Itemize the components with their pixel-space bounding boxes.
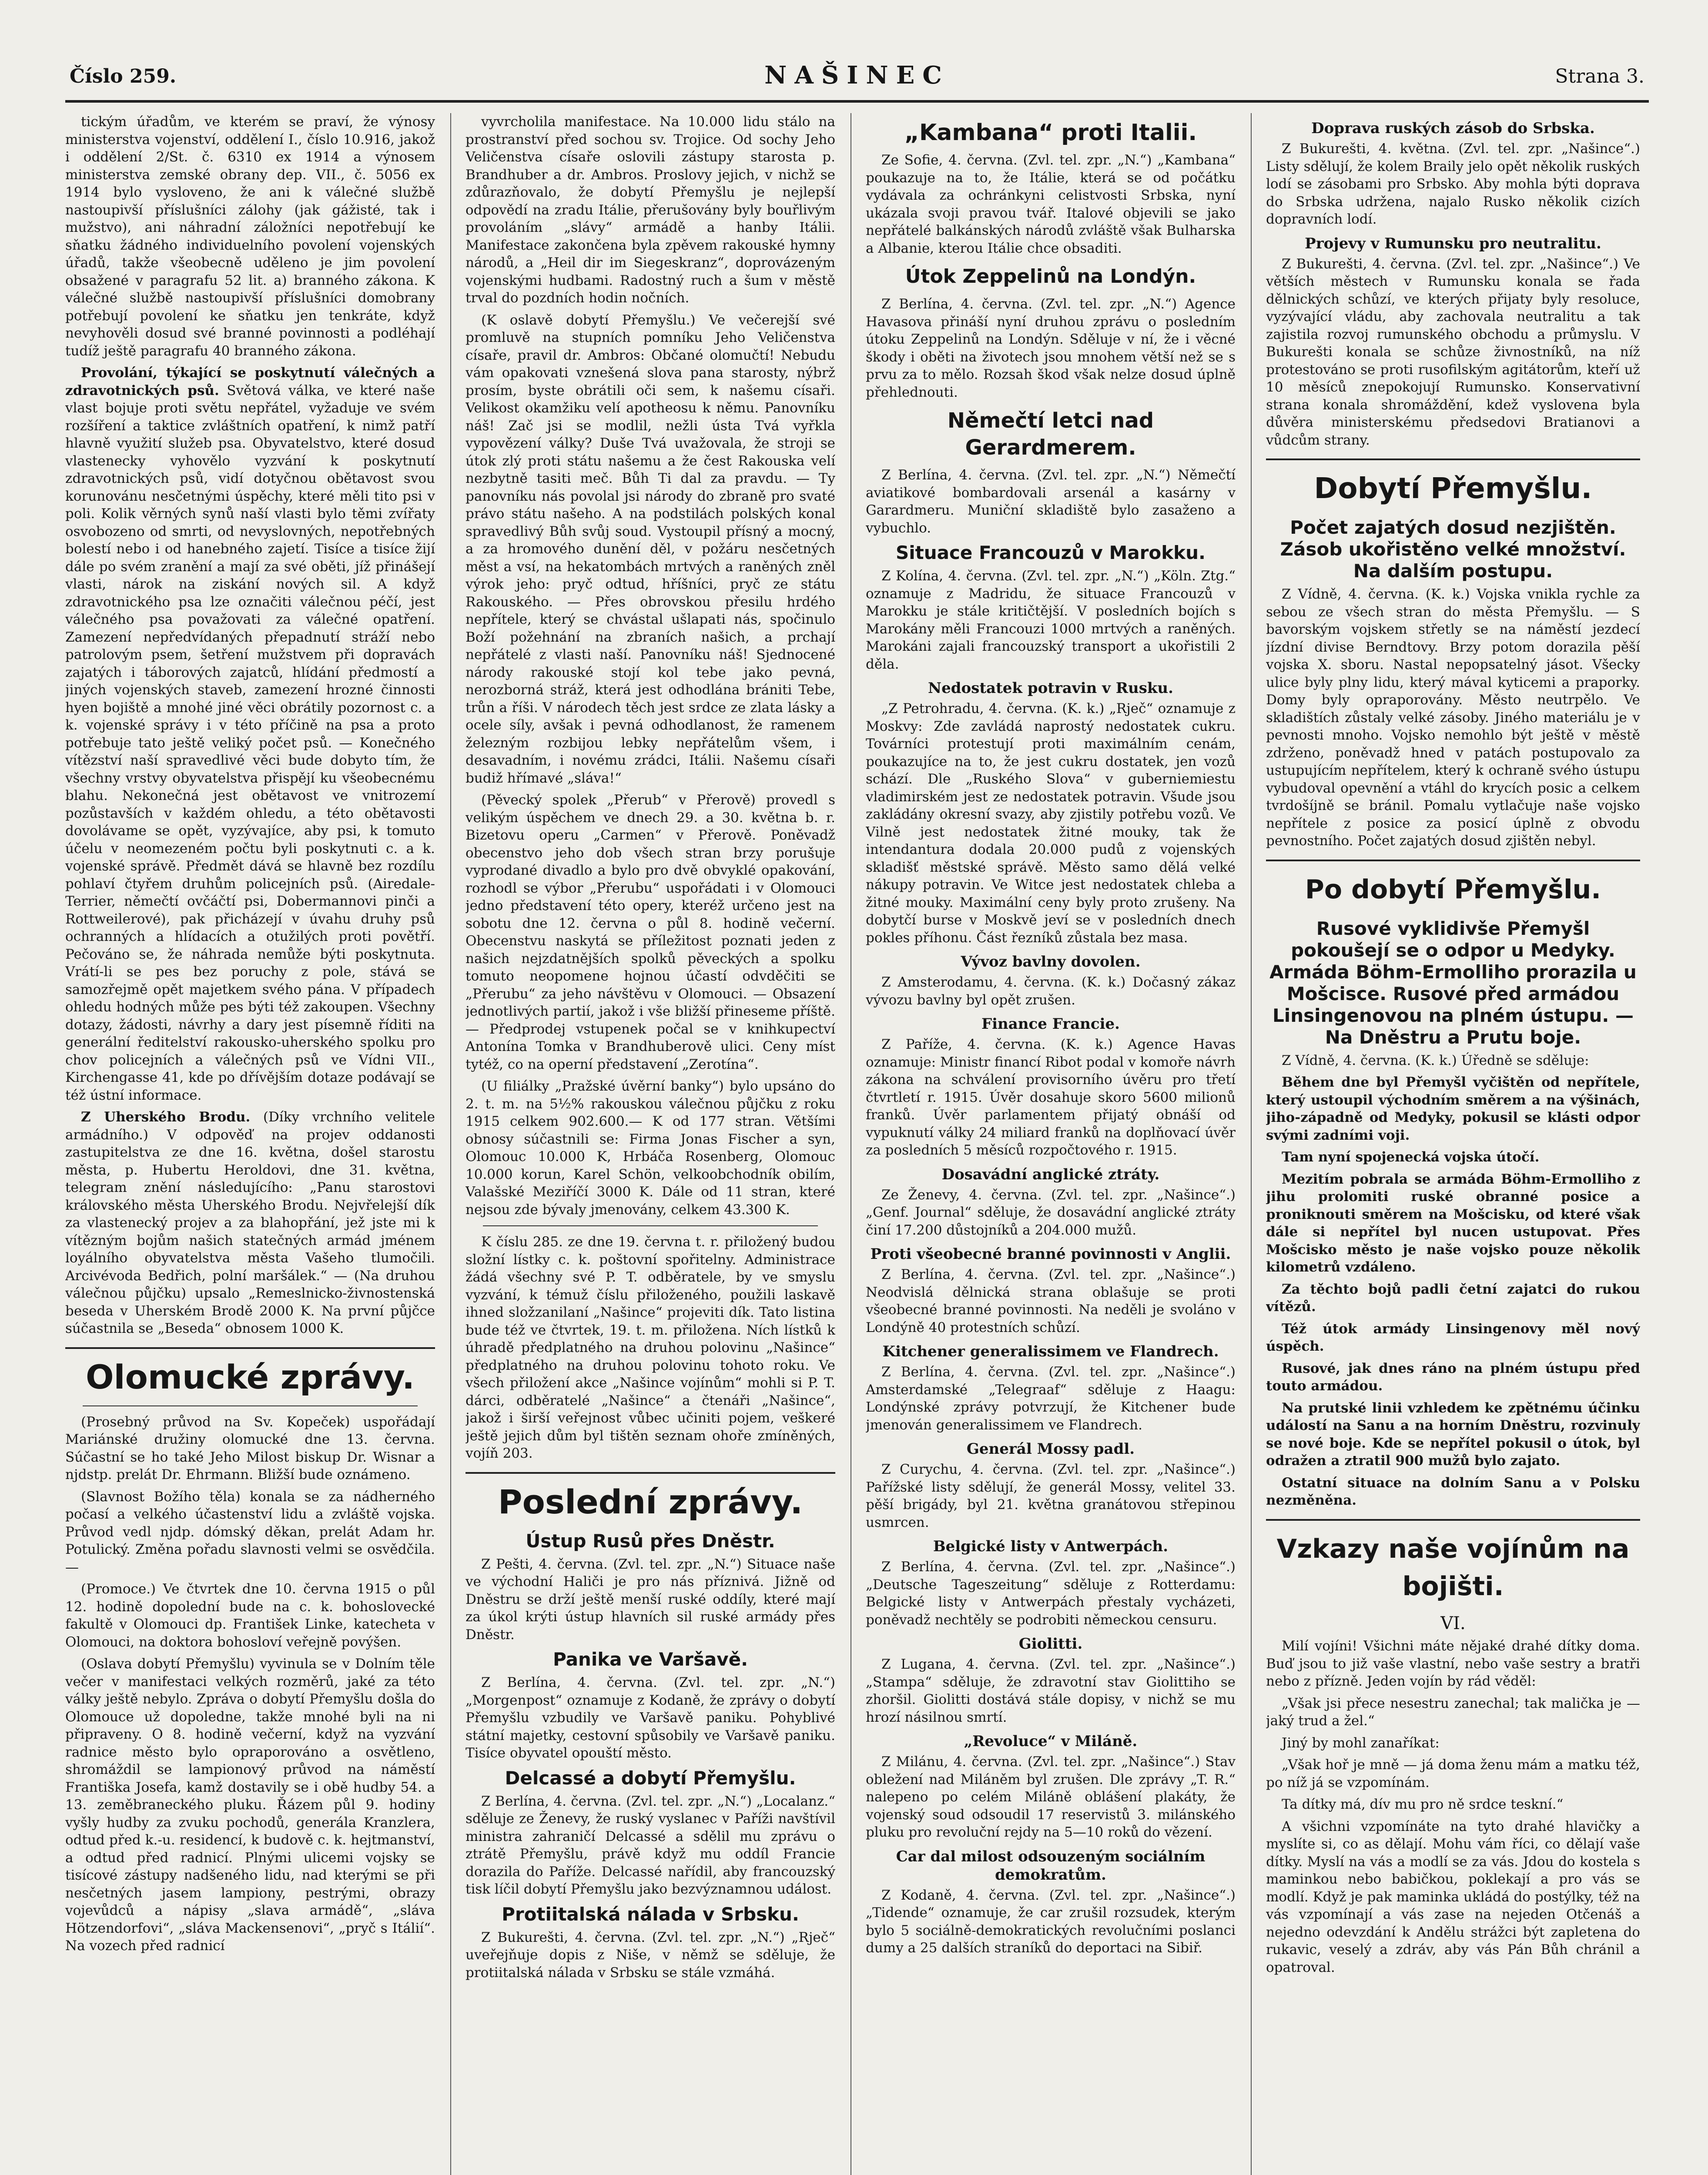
section-heading-premysl: Dobytí Přemyšlu.	[1314, 472, 1592, 505]
article-paragraph: (Slavnost Božího těla) konala se za nádherného počasí a velkého účastenství lidu a zvláště vojska. Průvod vedl njdp. dómský děkan, prelát Adam hr. Potulický. Změna pořadu slavnosti velmi se osvědčila. —	[65, 1489, 435, 1575]
column-rule	[1251, 113, 1252, 2175]
article-heading: Útok Zeppelinů na Londýn.	[905, 265, 1196, 288]
article-paragraph: Z Berlína, 4. června. (Zvl. tel. zpr. „N.“) „Localanz.“ sděluje ze Ženevy, že ruský vyslanec v Paříži navštívil ministra zahraničí Delcassé a sdělil mu zprávu o ztrátě Přemyšlu, právě když mu oddíl Francie dorazila do Paříže. Delcassé nařídil, aby francouzský tisk líčil dobytí Přemyšlu jako bezvýznamnou událost.	[466, 1793, 835, 1897]
article-paragraph: Na prutské linii vzhledem ke zpětnému účinku událostí na Sanu a na horním Dněstru, rozvinuly se nové boje. Kde se nepřítel pokusil o útok, byl odražen a ztratil 900 mužů bylo zajato.	[1266, 1400, 1640, 1469]
article-paragraph	[65, 1108, 435, 1338]
section-rule	[65, 1347, 435, 1349]
article-paragraph: Z Vídně, 4. června. (K. k.) Vojska vnikla rychle za sebou ze všech stran do města Přemyšlu. — S bavorským vojskem střetly se na náměstí jezdecí jízdní divise Berndtovy. Brzy potom dorazila pěší vojska X. sboru. Nastal nepopsatelný jásot. Všecky ulice byly plny lidu, který mával kyticemi a praporky. Domy byly opraporovány. Město neutrpělo. Ve skladištích zůstaly velké zásoby. Jiného materiálu je v pevnosti mnoho. Vojsko nemohlo být ještě v městě zdrženo, poněvadž hned v patách postupovalo za ustupujícím nepřítelem, který k ochraně svého ústupu vybudoval opevnění a vtáhl do krycích posic a celkem tvrdošíjně se bránil. Pomalu vytlačuje naše vojsko nepřítele z posice za posicí úplně z obvodu pevnostního. Počet zajatých dosud zjištěn nebyl.	[1266, 586, 1640, 849]
article-paragraph: Z Kolína, 4. června. (Zvl. tel. zpr. „N.“) „Köln. Ztg.“ oznamuje z Madridu, že situace Francouzů v Marokku je stále kritičtější. V posledních bojích s Marokány měli Francouzi 1000 mrtvých a raněných. Marokáni zajali francouzský transport a ukořistili 2 děla.	[866, 568, 1236, 672]
article-part-number: VI.	[1440, 1613, 1466, 1633]
newspaper-page	[65, 48, 1649, 2175]
section-rule	[483, 1225, 818, 1226]
article-paragraph: (Pěvecký spolek „Přerub“ v Přerově) provedl s velikým úspěchem ve dnech 29. a 30. května b. r. Bizetovu operu „Carmen“ v Přerově. Poněvadž obecenstvo jeho dob všech stran brzy porušuje vyprodané divadlo a bylo pro dvě obvyklé opakování, rozhodl se výbor „Přerubu“ uspořádati i v Olomouci jedno představení této opery, kteréž určeno jest na sobotu dne 12. června o půl 8. hodině večerní. Obecenstvu naskytá se příležitost poznati jeden z našich nejzdatnějších spolků pěveckých a spolku tomuto neopomene hojnou účastí odvděčiti se „Přerubu“ za jeho návštěvu v Olomouci. — Obsazení jednotlivých partií, jakož i vše bližší přineseme příště. — Předprodej vstupenek počal se v knihkupectví Antonína Tomka v Brandhuberově ulici. Ceny míst tytéž, co na operní představení „Zerotína“.	[466, 792, 835, 1072]
article-paragraph: Z Curychu, 4. června. (Zvl. tel. zpr. „Našince“.) Pařížské listy sdělují, že generál Mossy, velitel 33. pěší brigády, byl 21. května granátovou střepinou usmrcen.	[866, 1462, 1236, 1530]
article-paragraph: (Promoce.) Ve čtvrtek dne 10. června 1915 o půl 12. hodině dopolední bude na c. k. bohoslovecké fakultě v Olomouci dp. František Linke, katecheta v Olomouci, na doktora bohosloví veřejně povýšen.	[65, 1581, 435, 1650]
article-paragraph: Z Amsterodamu, 4. června. (K. k.) Dočasný zákaz vývozu bavlny byl opět zrušen.	[866, 974, 1236, 1008]
column-3	[866, 113, 1236, 2175]
article-heading: Proti všeobecné branné povinnosti v Anglii.	[870, 1245, 1231, 1263]
article-text: Světová válka, ve které naše vlast bojuje proti světu nepřátel, vyžaduje ve svém rozšíření a taktice zvláštních opatření, k nimž patří hlavně využití služeb psa. Obyvatelstvo, které dosud vlastenecky vyhovělo vyzvání k poskytnutí zdravotnických psů, vidí dotyčnou obětavost svou korunovánu nesčetnými úspěchy, které měli tito psi v poli. Kolik věrných synů naší vlasti bylo těmi zvířaty osvobozeno od smrti, od nevyslovných, nepotřebných bolestí nebo i od hanebného zajetí. Tisíce a tisíce žijí dále po svém zranění a mají za své oběti, jíž přinášejí vlasti, nárok na ziskání nových sil. A když zdravotnického psa lze označiti válečnou péčí, jest válečného psa považovati za válečné opatření. Zamezení nepředvídaných přepadnutí stráží nebo patrolovým psem, šetření mužstvem při dopravách zajatých i táborových zajatců, hlídání předmostí a jiných vojenských staveb, zamezení hrozné činnosti hyen bojiště a mnohé jiné věci obrátily pozornost c. a k. vojenské správy i v této příčině na psa a proto potřebuje tato ještě veliký počet psů. — Konečného vítězství naší spravedlivé věci bude dobyto tím, že všechny vrstvy obyvatelstva přispějí ku všeobecnému blahu. Nekonečná jest obětavost ve vnitrozemí pozůstavších v každém ohledu, a této obětavosti dovolávame se opět, vyzývajíce, aby psi, k tomuto účelu v neomezeném počtu byli poskytnuti c. a k. vojenské správě. Předmět dává se hlavně bez rozdílu pohlaví čtyřem druhům policejních psů. (Airedale-Terrier, němečtí ovčáčtí psi, Dobermannovi pinči a Rottweilerové), pak přicházejí v úvahu druhy psů ochranných a hlídacích a otužilých proti povětří. Pečováno se, že náhrada nemůže býti poskytnuta. Vrátí-li se pes bez poruchy z pole, stává se samozřejmě opět majetkem svého pána. V případech ohledu hodných může pes býti též zakoupen. Všechny dotazy, žádosti, návrhy a dary jest písemně říditi na generální ředitelství rakousko-uherského spolku pro chov policejních a válečných psů ve Vídni VII., Kirchengasse 41, kde po dřívějším dotaze podávají se též ústní informace.	[65, 382, 435, 1103]
article-paragraph: Tam nyní spojenecká vojska útočí.	[1282, 1149, 1540, 1165]
verse-line: „Však jsi přece nesestru zanechal; tak malička je — jaký trud a žel.“	[1266, 1695, 1640, 1729]
article-lead: Provolání, týkající se poskytnutí válečných a zdravotnických psů.	[65, 365, 435, 398]
section-heading-messages: Vzkazy naše vojínům na bojišti.	[1276, 1533, 1630, 1602]
article-paragraph: Též útok armády Linsingenovy měl nový úspěch.	[1266, 1321, 1640, 1354]
section-heading-latest-news: Poslední zprávy.	[498, 1482, 803, 1521]
verse-line: „Však hoř je mně — já doma ženu mám a matku též, po níž já se vzpomínám.	[1266, 1757, 1640, 1790]
column-1	[65, 113, 435, 2175]
article-paragraph: Z Berlína, 4. června. (Zvl. tel. zpr. „Našince“.) Amsterdamské „Telegraaf“ sděluje z Haagu: Londýnské zprávy potvrzují, že Kitchener bude jmenován generalissimem ve Flandrech.	[866, 1364, 1236, 1433]
administration-note: K číslu 285. ze dne 19. června t. r. přiložený budou složní lístky c. k. poštovní spořitelny. Administrace žádá všechny své P. T. odběratele, by ve smyslu vyzvání, k témuž číslu přiloženého, použili laskavě ihned složzanilaní „Našince“ projeviti dík. Tato listina bude též ve čtvrtek, 19. t. m. přiložena. Ních lístků k úhradě předplatného na druhou polovinu „Našince“ předplatného na druhou polovinu tohoto roku. Ve všech přiložení akce „Našince vojínům“ mohli si P. T. dárci, odběratelé „Našince“ a čtenáři „Našince“, jakož i širší veřejnost vůbec učiniti pojem, veškeré ještě jejich dům byl tištěn seznam ohoře zmíněných, vojíň 203.	[466, 1234, 835, 1461]
article-paragraph: (U filiálky „Pražské úvěrní banky“) bylo upsáno do 2. t. m. na 5½% rakouskou válečnou půjčku z roku 1915 celkem 902.600.— K od 177 stran. Většími obnosy súčastnili se: Firma Jonas Fischer a syn, Olomouc 10.000 K, Hrbáča Rosenberg, Olomouc 10.000 korun, Karel Schön, velkoobchodník obilím, Valašské Meziříčí 3000 K. Dále od 11 stran, které nejsou zde bývaly jmenovány, celkem 43.300 K.	[466, 1078, 835, 1218]
newspaper-title: NAŠINEC	[764, 61, 950, 90]
section-heading-after-premysl: Po dobytí Přemyšlu.	[1305, 874, 1601, 905]
article-paragraph: Jiný by mohl zanaříkat:	[1282, 1735, 1440, 1751]
article-heading: Delcassé a dobytí Přemyšlu.	[505, 1767, 796, 1789]
article-heading: Car dal milost odsouzeným sociálním demokratům.	[896, 1847, 1206, 1884]
issue-number: Číslo 259.	[70, 65, 177, 87]
article-heading: Situace Francouzů v Marokku.	[896, 542, 1206, 563]
article-heading: „Kambana“ proti Italii.	[904, 120, 1197, 146]
article-heading: Němečtí letci nad Gerardmerem.	[947, 408, 1154, 460]
article-paragraph: Rusové, jak dnes ráno na plném ústupu před touto armádou.	[1266, 1360, 1640, 1394]
article-paragraph: (K oslavě dobytí Přemyšlu.) Ve večerejší své promluvě na stupních pomníku Jeho Veličenstva císaře, pravil dr. Ambros: Občané olomučtí! Nebudu vám opakovati vznešená slova pana starosty, nýbrž prosím, byste obrátili oči sem, k našemu císaři. Velikost okamžiku velí apotheosu k němu. Panovníku náš! Zač jsi se modlil, nežli ústa Tvá vyřkla vypovězení války? Duše Tvá uvažovala, že stroji se útok zlý proti státu našemu a že čest Rakouska velí nezbytně tasiti meč. Bůh Ti dal za pravdu. — Ty panovníku nás povolal jsi národy do zbraně pro svaté právo státu našeho. A na podstilách polských konal spravedlivý Bůh svůj soud. Vystoupil přísný a mocný, a za hromového dunění děl, v požáru nesčetných měst a vsí, na hekatombách mrtvých a raněných zněl výrok jeho: pryč odtud, hříšníci, pryč ze státu Rakouského. — Přes obrovskou přesilu hrdého nepřítele, který se chvástal ušlapati nás, spočinulo Boží požehnání na zbraních našich, a prchají nepřátelé z vlasti naší. Panovníku náš! Sjednocené národy rakouské stojí kol tebe jako pevná, nerozborná stráž, která jest odhodlána brániti Tebe, trůn a říši. V národech těch jest srdce ze zlata lásky a ocele síly, avšak i pevná odhodlanost, že ramenem železným rozbijou lebky nepřátelům všem, i desavadním, i novému zrádci, Itálii. Našemu císaři budiž hřímavé „sláva!“	[466, 312, 835, 786]
article-paragraph: Z Paříže, 4. června. (K. k.) Agence Havas oznamuje: Ministr financí Ribot podal v komoře návrh zákona na schválení provisorního úvěru pro třetí čtvrtletí r. 1915. Úvěr dosahuje skoro 5600 milionů franků. Úvěr parlamentem přijatý obnáší od vypuknutí války 24 miliard franků na doplňovací úvěr za posledních 5 měsíců rozpočtového r. 1915.	[866, 1037, 1236, 1158]
section-rule	[1266, 860, 1640, 861]
article-heading: Vývoz bavlny dovolen.	[961, 953, 1141, 970]
article-paragraph: Z Bukurešti, 4. května. (Zvl. tel. zpr. „Našince“.) Listy sdělují, že kolem Braily jelo opět několik ruských lodí se zásobami pro Srbsko. Aby mohla býti doprava do Srbska udržena, najalo Rusko několik cizích dopravních lodí.	[1266, 141, 1640, 227]
article-paragraph: Z Lugana, 4. června. (Zvl. tel. zpr. „Našince“.) „Stampa“ sděluje, že zdravotní stav Giolittiho se zhoršil. Giolitti dostává stále dopisy, v nichž se mu hrozí násilnou smrtí.	[866, 1656, 1236, 1725]
article-paragraph: Z Berlína, 4. června. (Zvl. tel. zpr. „Našince“.) Neodvislá dělnická strana oblašuje se proti všeobecné branné povinnosti. Na neděli je svoláno v Londýně 40 protestních schůzí.	[866, 1267, 1236, 1335]
article-heading: Protiitalská nálada v Srbsku.	[502, 1903, 799, 1925]
article-paragraph: Z Bukurešti, 4. června. (Zvl. tel. zpr. „N.“) „Rječ“ uveřejňuje dopis z Niše, v němž se sděluje, že protiitalská nálada v Srbsku se stále vzmáhá.	[466, 1929, 835, 1981]
article-paragraph: Ostatní situace na dolním Sanu a v Polsku nezměněna.	[1266, 1475, 1640, 1508]
article-heading: Doprava ruských zásob do Srbska.	[1311, 120, 1595, 137]
article-paragraph: Ze Sofie, 4. června. (Zvl. tel. zpr. „N.“) „Kambana“ poukazuje na to, že Itálie, která se od počátku vydávala za ochránkyni celistvosti Srbska, nyní ukázala svoji pravou tvář. Italové objevili se jako nepřátelé balkánských národů zvláště však Bulharska a Albanie, kterou Itálie chce obsaditi.	[866, 152, 1236, 256]
page-number: Strana 3.	[1555, 65, 1644, 87]
article-heading: Nedostatek potravin v Rusku.	[928, 679, 1173, 697]
article-paragraph: (Prosebný průvod na Sv. Kopeček) uspořádají Mariánské družiny olomucké dne 13. června. Súčastní se ho také Jeho Milost biskup Dr. Wisnar a njdstp. prelát Dr. Ehrmann. Bližší bude oznámeno.	[65, 1414, 435, 1482]
article-text: (Díky vrchního velitele armádního.) V odpověď na projev oddanosti zastupitelstva ze dne 16. května, došel starostu města, p. Hubertu Heroldovi, dne 31. května, telegram znění následujícího: „Panu starostovi královského města Uherského Brodu. Nejvřelejší dík za vlastenecký projev a za blahopřání, jež jste mi k vítězným bojům našich statečných armád jménem loyálního obyvatelstva města Vašeho tlumočili. Arcivévoda Bedřich, polní maršálek.“ — (Na druhou válečnou půjčku) upsalo „Remeslnicko-živnostenská beseda v Uherském Brodě 2000 K. Na první půjčce súčastnila se „Beseda“ obnosem 1000 K.	[65, 1109, 435, 1336]
article-paragraph: Z Milánu, 4. června. (Zvl. tel. zpr. „Našince“.) Stav obležení nad Miláněm byl zrušen. Dle zprávy „T. R.“ nalepeno po celém Miláně oblášení plakáty, že vojenský soud odsoudil 17 reservistů 3. milánského pluku pro revoluční rejdy na 5—10 roků do vězení.	[866, 1754, 1236, 1840]
article-subheading: Počet zajatých dosud nezjištěn. Zásob ukořistěno velké množství. Na dalším postupu.	[1280, 517, 1626, 582]
article-paragraph: vyvrcholila manifestace. Na 10.000 lidu stálo na prostranství před sochou sv. Trojice. Od sochy Jeho Veličenstva císaře oslovili zástupy starosta p. Brandhuber a dr. Ambros. Proslovy jejich, v nichž se zdůrazňovalo, že dobytí Přemyšlu je nejlepší odpovědí na zradu Itálie, přerušovány byly bouřlivým provoláním „slávy“ armádě a hanby Itálii. Manifestace zakončena byla zpěvem rakouské hymny národů, a „Heil dir im Siegeskranz“, doprovázeným vojenskými hudbami. Radostný ruch a šum v městě trval do pozdních hodin nočních.	[466, 114, 835, 306]
article-paragraph: Z Berlína, 4. června. (Zvl. tel. zpr. „N.“) Němečtí aviatikové bombardovali arsenál a kasárny v Garardmeru. Muniční skladiště bylo zasaženo a vybuchlo.	[866, 467, 1236, 536]
article-heading: Finance Francie.	[981, 1015, 1120, 1033]
article-paragraph: Z Pešti, 4. června. (Zvl. tel. zpr. „N.“) Situace naše ve východní Haliči je pro nás příznivá. Jižně od Dněstru se drží ještě menší ruské oddíly, které mají za úkol krýti ústup hlavních sil ruské armády přes Dněstr.	[466, 1556, 835, 1643]
column-2	[466, 113, 835, 2175]
article-lead: Z Uherského Brodu.	[81, 1109, 251, 1125]
article-heading: Projevy v Rumunsku pro neutralitu.	[1305, 234, 1601, 252]
article-paragraph: (Oslava dobytí Přemyšlu) vyvinula se v Dolním těle večer v manifestaci velkých rozměrů, jaké za této války ještě nebylo. Zpráva o dobytí Přemyšlu došla do Olomouce už dopoledne, takže mnohé byli na ni připraveny. O 8. hodině večerní, když na vyzvání radnice město bylo opraporováno a osvětleno, shromáždil se lampionový průvod na náměstí Františka Josefa, kamž dostavily se i obě hudby 54. a 13. zeměbraneckého pluku. Řázem půl 9. hodiny vyšly hudby za zvuku pochodů, generála Kranzlera, odtud před k.-u. residencí, k budově c. k. hejtmanství, a odtud před radnicí. Plnými ulicemi vojsky se tisícové zástupy nadšeného lidu, nad kterými se při nesčetných jasem lampiony, pestrými, obrazy vojevůdců a nápisy „slava armádě“, „sláva Hötzendorfovi“, „sláva Mackensenovi“, „pryč s Itálií“. Na vozech před radnicí	[65, 1656, 435, 1954]
article-heading: Giolitti.	[1018, 1635, 1083, 1653]
article-subheading: Rusové vyklidivše Přemyšl pokoušejí se o odpor u Medyky. Armáda Böhm-Ermolliho prorazila u Mošcisce. Rusové před armádou Linsingenovou na plném ústupu. — Na Dněstru a Prutu boje.	[1269, 917, 1637, 1048]
article-paragraph: Za těchto bojů padli četní zajatci do rukou vítězů.	[1266, 1281, 1640, 1315]
verse-line: Ta dítky má, dív mu pro ně srdce teskní.“	[1282, 1797, 1564, 1812]
article-paragraph: Ze Ženevy, 4. června. (Zvl. tel. zpr. „Našince“.) „Genf. Journal“ sděluje, že dosavádní anglické ztráty činí 17.200 důstojníků a 204.000 mužů.	[866, 1187, 1236, 1238]
article-paragraph: Z Berlína, 4. června. (Zvl. tel. zpr. „N.“) „Morgenpost“ oznamuje z Kodaně, že zprávy o dobytí Přemyšlu vzbudily ve Varšavě paniku. Pohyblivé státní majetky, cestovní spůsobily ve Varšavě paniku. Tisíce obyvatel opouští město.	[466, 1675, 835, 1761]
column-rule	[450, 113, 451, 2175]
article-paragraph: Milí vojíni! Všichni máte nějaké drahé dítky doma. Buď jsou to již vaše vlastní, nebo vaše sestry a bratři nebo z přízně. Jeden vojín by rád věděl:	[1266, 1638, 1640, 1689]
article-heading: Kitchener generalissimem ve Flandrech.	[882, 1343, 1219, 1360]
article-heading: Dosavádní anglické ztráty.	[941, 1165, 1160, 1183]
article-heading: Belgické listy v Antwerpách.	[933, 1538, 1169, 1555]
section-rule	[1266, 458, 1640, 460]
article-paragraph: tickým úřadům, ve kterém se praví, že výnosy ministerstva vojenství, oddělení I., číslo 10.916, jakož i oddělení 2/St. č. 6310 ex 1914 a výnosem ministerstva zemské obrany dep. VII., č. 5056 ex 1914 bylo vysloveno, že ani k válečné službě nastoupivší příslušníci zálohy (jak gážisté, tak i mužstvo), ani náhradní záložníci nepotřebují ke sňatku žádného individuelního povolení vojenských úřadů, takže všeobecně uděleno je jim povolení obsažené v paragrafu 52 lit. a) branného zákona. K válečné službě nastoupivší příslušníci domobrany potřebují povolení ke sňatku jen tenkráte, když nevyhověli dosud své branné povinnosti a podléhají tudíž ještě paragrafu 40 branného zákona.	[65, 114, 435, 359]
column-4	[1266, 113, 1640, 2175]
article-heading: Panika ve Varšavě.	[553, 1649, 748, 1670]
article-heading: Ústup Rusů přes Dněstr.	[526, 1530, 775, 1552]
section-rule	[466, 1472, 835, 1474]
section-rule	[1266, 1519, 1640, 1521]
article-paragraph: Z Vídně, 4. června. (K. k.) Úředně se sděluje:	[1282, 1052, 1589, 1068]
article-paragraph: „Z Petrohradu, 4. června. (K. k.) „Rječ“ oznamuje z Moskvy: Zde zavládá naprostý nedostatek cukru. Továrníci protestují proti maximálním cenám, poukazujíce na to, že jest cukru dostatek, jen vozů schází. Dle „Ruského Slova“ v guberniemiestu vladimirském jest ze nedostatek potravin. Všude jsou zakládány okresní svazy, aby zjistily potřebu vozů. Ve Vilně jest nedostatek žitné mouky, tak že intendantura dodala 20.000 pudů z vojenských skladišť městské správě. Město samo dělá velké nákupy potravin. Ve Witce jest nedostatek chleba a žitné mouky. Maximální ceny byly proto zrušeny. Na dobytčí burse v Moskvě jeví se v posledních dnech pokles příhonu. Část řezníků zůstala bez masa.	[866, 701, 1236, 946]
article-paragraph: Z Berlína, 4. června. (Zvl. tel. zpr. „Našince“.) „Deutsche Tageszeitung“ sděluje z Rotterdamu: Belgické listy v Antwerpách přestaly vycházeti, poněvadž nechtěly se podrobiti německou censuru.	[866, 1559, 1236, 1628]
article-paragraph: A všichni vzpomínáte na tyto drahé hlavičky a myslíte si, co as dělají. Mohu vám říci, co dělají vaše dítky. Myslí na vás a modlí se za vás. Jdou do kostela s maminkou nebo babičkou, poklekají a pro vás se modlí. Když je pak maminka ukládá do postýlky, též na vás vzpomínají a vás zase na nejeden Otčenáš a nejedno odevzdání k Andělu strážci být zapletena do rukavic, veselý a zdráv, aby vás Pán Bůh chránil a opatroval.	[1266, 1818, 1640, 1975]
article-paragraph: Mezitím pobrala se armáda Böhm-Ermolliho z jihu prolomiti ruské obranné posice a proniknouti směrem na Mošcisku, od které však dále si nepřítel byl nucen ustupovat. Přes Mošcisko město je naše vojsko pouze několik kilometrů vzdáleno.	[1266, 1171, 1640, 1275]
article-paragraph: Z Bukurešti, 4. června. (Zvl. tel. zpr. „Našince“.) Ve větších městech v Rumunsku konala se řada dělnických schůzí, ve kterých přijaty byly resoluce, vyzývající vládu, aby zachovala neutralitu a tak zajistila rozvoj rumunského obchodu a průmyslu. V Bukurešti konala se schůze živnostníků, na níž protestováno se proti rusofilským agitátorům, kteří už 10 měsíců znepokojují Rumunsko. Konservativní strana konala shromáždění, kdež vyslovena byla důvěra ministerskému předsedovi Bratianovi a vůdcům strany.	[1266, 256, 1640, 448]
article-paragraph: Z Berlína, 4. června. (Zvl. tel. zpr. „N.“) Agence Havasova přináší nyní druhou zprávu o posledním útoku Zeppelinů na Londýn. Sděluje v ní, že i věcné škody i oběti na životech jsou mnohem větší než se s prvu za to mělo. Rozsah škod však nelze dosud úplně přehlednouti.	[866, 296, 1236, 400]
masthead	[65, 48, 1649, 103]
article-paragraph: Během dne byl Přemyšl vyčištěn od nepřítele, který ustoupil východním směrem a na výšinách, jiho-západně od Medyky, pokusil se klásti odpor svými zadními voji.	[1266, 1074, 1640, 1143]
article-heading: Generál Mossy padl.	[966, 1440, 1135, 1458]
article-paragraph	[65, 364, 435, 1104]
section-heading-olomouc: Olomucké zprávy.	[85, 1357, 415, 1396]
section-rule	[83, 1405, 418, 1406]
article-heading: „Revoluce“ v Miláně.	[964, 1733, 1138, 1750]
article-paragraph: Z Kodaně, 4. června. (Zvl. tel. zpr. „Našince“.) „Tidende“ oznamuje, že car zrušil rozsudek, kterým bylo 5 sociálně-demokratických revolučními poslanci dumy a 25 dalších straníků do deportaci na Sibiř.	[866, 1887, 1236, 1956]
